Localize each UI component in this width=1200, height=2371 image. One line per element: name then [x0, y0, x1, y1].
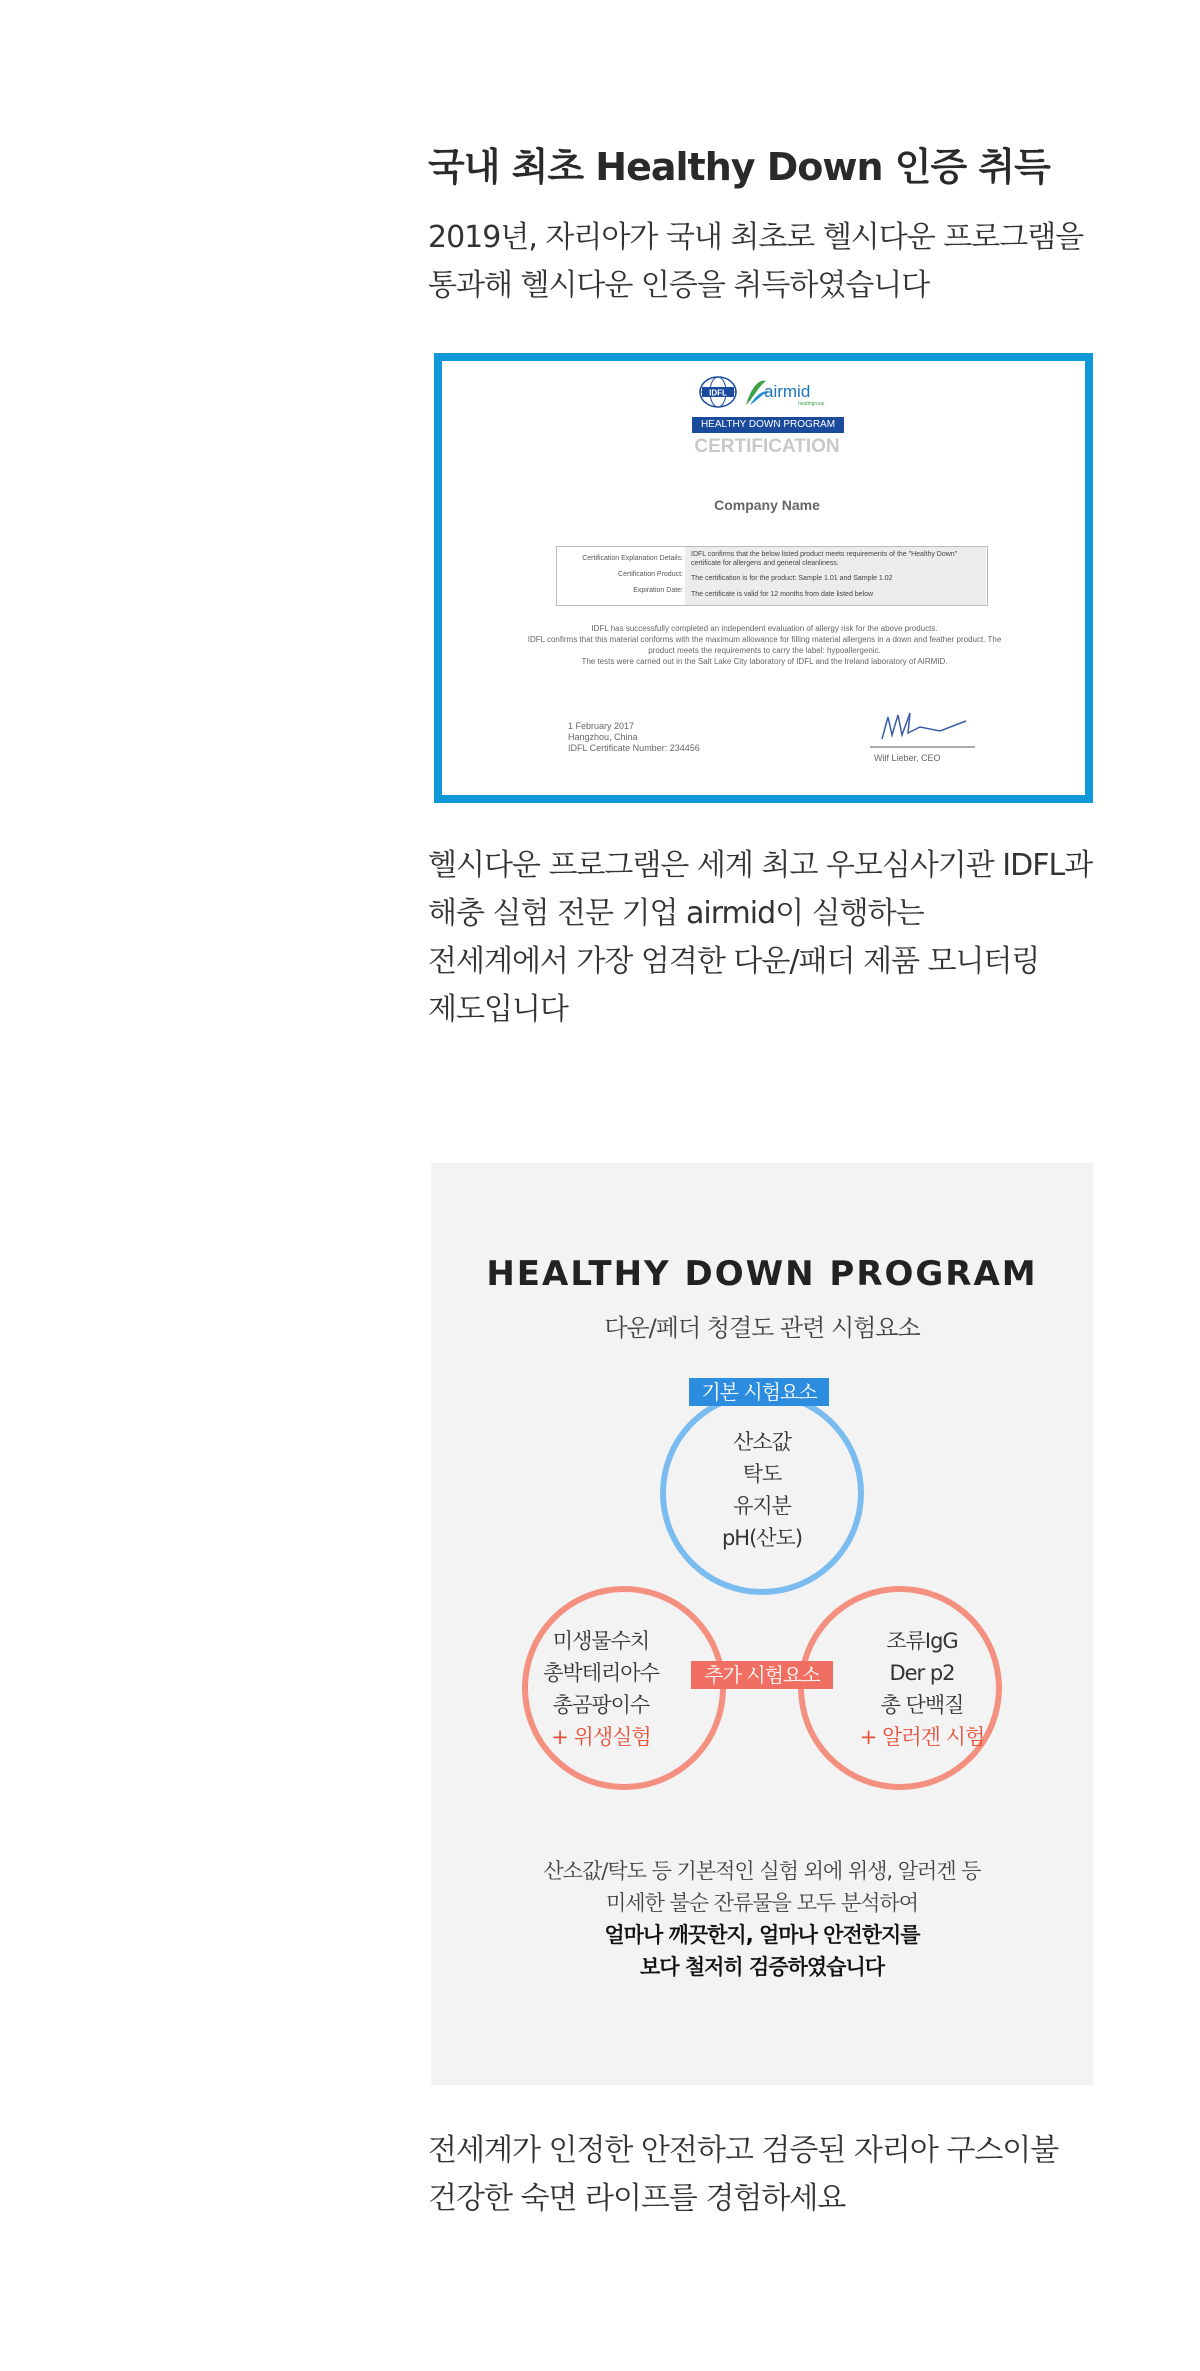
section-title: 국내 최초 Healthy Down 인증 취득	[428, 145, 1050, 189]
closing-line: 전세계가 인정한 안전하고 검증된 자리아 구스이불	[428, 2133, 1059, 2168]
signer-name: Wilf Lieber, CEO	[874, 753, 941, 763]
table-key: Certification Explanation Details:	[582, 555, 683, 562]
certificate-footer	[568, 721, 700, 754]
basic-test-list	[662, 1426, 862, 1554]
allergen-highlight: + 알러겐 시험	[859, 1725, 985, 1749]
list-item: 총곰팡이수	[552, 1693, 650, 1717]
table-value: The certificate is valid for 12 months from date listed below	[691, 591, 874, 598]
list-item: Der p2	[889, 1661, 955, 1685]
list-item: 총 단백질	[880, 1693, 964, 1717]
list-item: 유지분	[733, 1494, 791, 1518]
list-item: 산소값	[733, 1430, 791, 1454]
summary-line: 산소값/탁도 등 기본적인 실험 외에 위생, 알러겐 등	[543, 1859, 981, 1883]
certificate-logos	[698, 375, 848, 409]
closing-text	[428, 2127, 1148, 2223]
certificate-body-line: IDFL has successfully completed an independent evaluation of allergy risk for the above products.	[591, 624, 938, 633]
summary-line: 미세한 불순 잔류물을 모두 분석하여	[606, 1891, 918, 1915]
program-subtitle: 다운/페더 청결도 관련 시험요소	[604, 1314, 920, 1342]
allergen-test-list	[822, 1625, 1022, 1753]
program-title: HEALTHY DOWN PROGRAM	[486, 1254, 1038, 1294]
idfl-logo-text: IDFL	[709, 388, 727, 398]
list-item: 미생물수치	[552, 1629, 650, 1653]
description-line: 제도입니다	[428, 992, 568, 1027]
certificate-image	[434, 353, 1093, 803]
lead-line: 통과해 헬시다운 인증을 취득하였습니다	[428, 268, 930, 303]
lead-line: 2019년, 자리아가 국내 최초로 헬시다운 프로그램을	[428, 220, 1084, 255]
closing-line: 건강한 숙면 라이프를 경험하세요	[428, 2181, 846, 2216]
airmid-logo-text: airmid	[764, 382, 811, 401]
company-name: Company Name	[714, 497, 820, 513]
certificate-number: IDFL Certificate Number: 234456	[568, 743, 700, 753]
program-banner: HEALTHY DOWN PROGRAM	[692, 417, 844, 433]
table-value: The certification is for the product: Sample 1.01 and Sample 1.02	[691, 575, 893, 582]
list-item: 조류IgG	[886, 1629, 958, 1653]
healthy-down-panel	[431, 1163, 1093, 2085]
certificate-table	[556, 546, 988, 606]
extra-test-tag: 추가 시험요소	[691, 1661, 833, 1689]
signature-icon	[870, 709, 980, 751]
certification-heading: CERTIFICATION	[694, 436, 840, 457]
summary-strong-line: 얼마나 깨끗한지, 얼마나 안전한지를	[604, 1923, 920, 1947]
summary-strong-line: 보다 철저히 검증하였습니다	[639, 1955, 885, 1979]
description-line: 해충 실험 전문 기업 airmid이 실행하는	[428, 896, 924, 931]
airmid-logo	[742, 375, 832, 409]
description-line: 헬시다운 프로그램은 세계 최고 우모심사기관 IDFL과	[428, 848, 1093, 883]
program-description	[428, 842, 1148, 1034]
certificate-place: Hangzhou, China	[568, 732, 638, 742]
list-item: pH(산도)	[721, 1526, 803, 1550]
certificate-date: 1 February 2017	[568, 721, 635, 731]
lead-text	[428, 214, 1128, 310]
table-value: IDFL confirms that the below listed product meets requirements of the "Healthy Down" certificate for allergens and general cleanliness.	[691, 551, 958, 567]
hygiene-test-list	[501, 1625, 701, 1753]
certificate-body-line: The tests were carried out in the Salt Lake City laboratory of IDFL and the Ireland laboratory of AIRMID.	[581, 657, 948, 666]
hygiene-highlight: + 위생실험	[551, 1725, 651, 1749]
certificate-body-line: IDFL confirms that this material conforms with the maximum allowance for filling material allergens in a down and feather product. The	[527, 635, 1002, 644]
basic-test-tag: 기본 시험요소	[689, 1378, 829, 1406]
table-key: Certification Product:	[618, 571, 683, 578]
certificate-body	[472, 623, 1057, 667]
description-line: 전세계에서 가장 엄격한 다운/패더 제품 모니터링	[428, 944, 1040, 979]
table-key: Expiration Date:	[633, 587, 683, 594]
list-item: 탁도	[742, 1462, 782, 1486]
idfl-globe-icon	[698, 375, 738, 409]
list-item: 총박테리아수	[543, 1661, 659, 1685]
program-summary	[431, 1855, 1093, 1983]
certificate-body-line: product meets the requirements to carry the label: hypoallergenic.	[648, 646, 881, 655]
airmid-logo-sub: healthgroup	[798, 401, 825, 407]
